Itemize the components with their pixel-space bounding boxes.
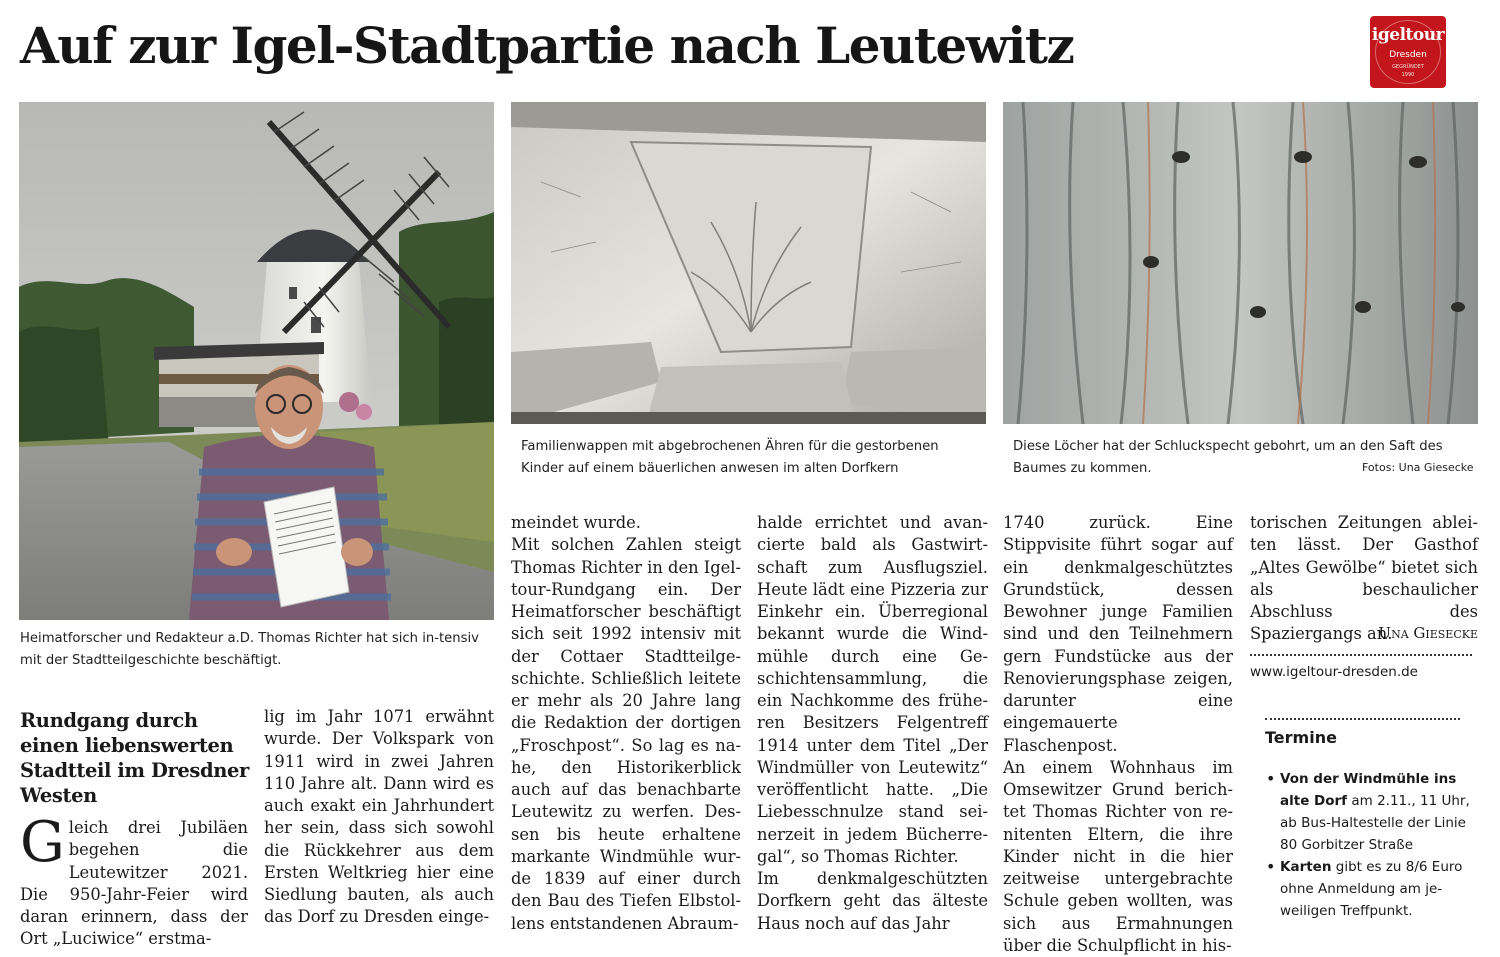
logo-city: Dresden [1389, 50, 1427, 60]
termine-item [1262, 856, 1480, 922]
termine-item-text: gibt es zu 8/6 Euro ohne Anmeldung am jeweiligen Treffpunkt. [1280, 859, 1463, 919]
article-text-col3a: meindet wurde. [511, 513, 641, 532]
article-text-col5a: 1740 zurück. Eine Stippvisite führt sogar auf ein denkmalgeschütztes Grundstück, dessen Bewohner junge Familien sind und den Teilnehmern gern Fundstücke aus der Renovierungsphase zeigen, darunter eine eingemauerte Flaschenpost. [1003, 513, 1233, 755]
article-text-col6: torischen Zeitungen ableiten lässt. Der Gasthof „Altes Gewölbe“ bietet sich als beschaulicher Abschluss des Spaziergangs an. [1250, 513, 1478, 644]
article-text-col4a: halde errichtet und avancierte bald als Gastwirtschaft zum Ausflugsziel. Heute lädt eine Pizzeria zur Einkehr ein. Überregional bekannt wurde die Windmühle durch eine Geschichtensammlung, die ein Nachkomme des früheren Besitzers Felgentreff 1914 unter dem Titel „Der Windmüller von Leutewitz“ veröffentlicht hatte. „Die Liebesschnulze stand seinerzeit in jedem Bücherregal“, so Thomas Richter. [757, 513, 988, 866]
igeltour-logo [1370, 16, 1446, 88]
termine-item-title: Von der Windmühle ins alte Dorf [1280, 771, 1457, 809]
article-text-col1: leich drei Jubiläen begehen die Leutewitzer 2021. Die 950-Jahr-Feier wird daran erinnern, dass der Ort „Luciwice“ erstma- [20, 818, 248, 949]
drop-cap: G [20, 810, 65, 875]
termine-divider [1265, 718, 1460, 720]
coat-of-arms-illustration [511, 102, 986, 424]
tree-bark-illustration [1003, 102, 1478, 424]
coat-of-arms-caption: Familienwappen mit abgebrochenen Ähren für die gestorbenen Kinder auf einem bäuerlichen anwesen im alten Dorfkern [521, 439, 939, 476]
article-column-2 [264, 706, 494, 929]
article-column-5 [1003, 512, 1233, 957]
termine-item-title: Karten [1280, 859, 1332, 875]
termine-item [1262, 768, 1480, 856]
tree-bark-caption: Diese Löcher hat der Schluckspecht gebohrt, um an den Saft des Baumes zu kommen. [1013, 439, 1443, 476]
subheadline: Rundgang durch einen liebenswerten Stadtteil im Dresdner Westen [20, 709, 249, 807]
logo-founded-label: GEGRÜNDET [1392, 64, 1424, 70]
termine-item-text: am 2.11., 11 Uhr, ab Bus-Haltestelle der Linie 80 Gorbitzer Straße [1280, 793, 1470, 853]
article-text-col3b: Mit solchen Zahlen steigt Thomas Richter in den Igeltour-Rundgang ein. Der Heimatforscher beschäftigt sich seit 1992 intensiv mit der Cottaer Stadtteilgeschichte. Schließlich leitete er mehr als 20 Jahre lang die Redaktion der dortigen „Froschpost“. So lag es nahe, den Historikerblick auch auf das benachbarte Leutewitz zu werfen. Dessen bis heute erhaltene markante Windmühle wurde 1839 auf einer durch den Bau des Tiefen Elbstollens entstandenen Abraum- [511, 535, 741, 933]
article-text-col5b: An einem Wohnhaus im Omsewitzer Grund berichtet Thomas Richter von renitenten Eltern, die ihre Kinder nicht in die hier zeitweise untergebrachte Schule geben wollten, was sich aus Ermahnungen über die Schulpflicht in his- [1003, 757, 1233, 955]
tree-bark-photo [1003, 102, 1478, 424]
windmill-photo [19, 102, 494, 620]
article-column-1 [20, 810, 248, 951]
author-byline: Una Giesecke [1378, 624, 1478, 642]
termine-list [1262, 768, 1480, 922]
coat-of-arms-photo [511, 102, 986, 424]
article-text-col4b: Im denkmalgeschützten Dorfkern geht das älteste Haus noch auf das Jahr [757, 869, 988, 933]
article-text-col2: lig im Jahr 1071 erwähnt wurde. Der Volkspark von 1911 wird in zwei Jahren 110 Jahre alt. Dann wird es auch exakt ein Jahrhundert her sein, dass sich sowohl die Rückkehrer aus dem Ersten Weltkrieg hier eine Siedlung bauten, als auch das Dorf zu Dresden einge- [264, 707, 494, 927]
headline: Auf zur Igel-Stadtpartie nach Leutewitz [20, 16, 1074, 75]
divider [1250, 654, 1472, 656]
windmill-photo-caption: Heimatforscher und Redakteur a.D. Thomas Richter hat sich in-tensiv mit der Stadtteilgeschichte beschäftigt. [20, 631, 479, 668]
photo-credit: Fotos: Una Giesecke [1362, 461, 1474, 474]
logo-founded-year: 1990 [1401, 72, 1415, 78]
logo-wordmark: igeltour [1371, 25, 1445, 45]
article-column-3 [511, 512, 741, 935]
website-link[interactable]: www.igeltour-dresden.de [1250, 664, 1418, 680]
termine-heading: Termine [1265, 728, 1337, 747]
windmill-photo-illustration [19, 102, 494, 620]
article-column-4 [757, 512, 988, 935]
